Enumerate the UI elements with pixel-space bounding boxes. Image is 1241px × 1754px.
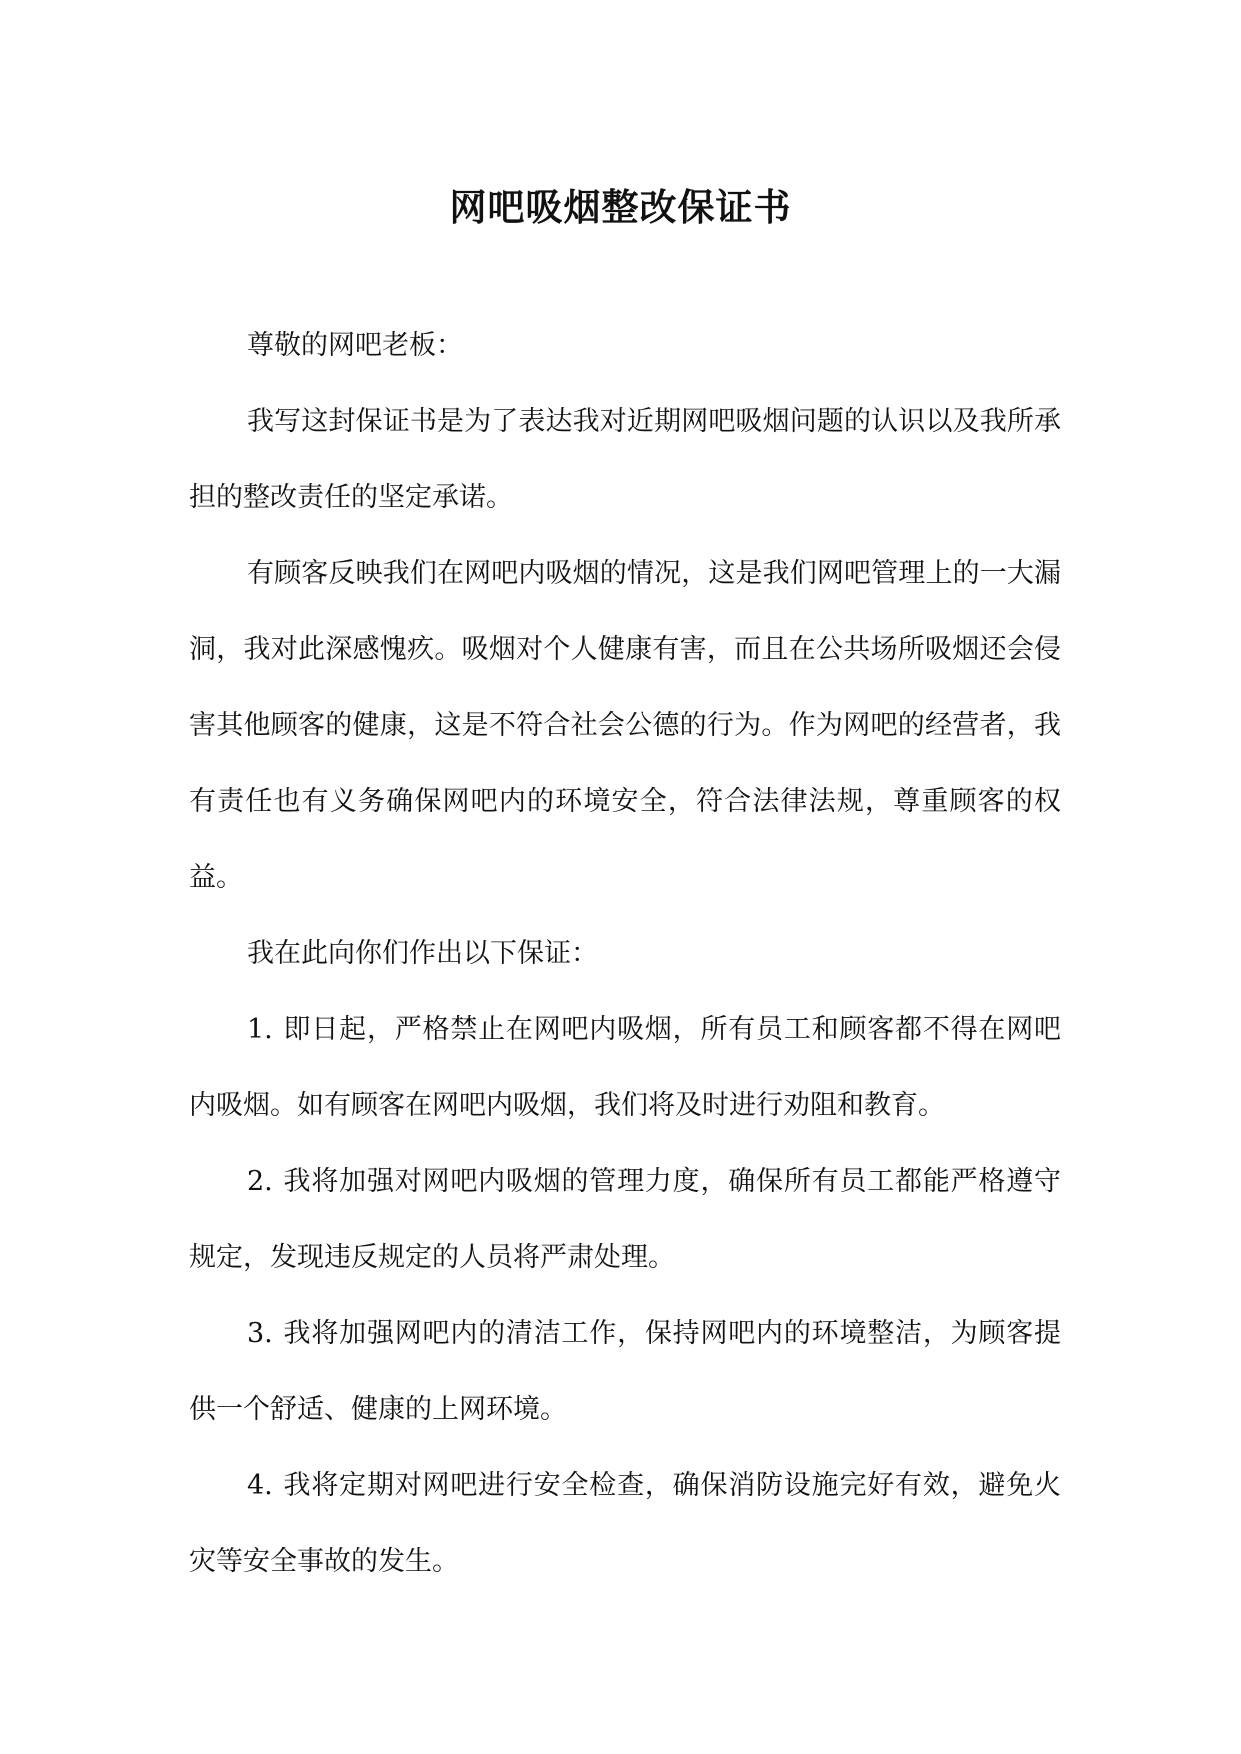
pledge-item-number: 2. [247,1166,273,1197]
pledge-item-text: 我将加强网吧内的清洁工作，保持网吧内的环境整洁，为顾客提供一个舒适、健康的上网环境。 [189,1318,1061,1425]
paragraph-problem: 有顾客反映我们在网吧内吸烟的情况，这是我们网吧管理上的一大漏洞，我对此深感愧疚。吸烟对个人健康有害，而且在公共场所吸烟还会侵害其他顾客的健康，这是不符合社会公德的行为。作为网吧的经营者，我有责任也有义务确保网吧内的环境安全，符合法律法规，尊重顾客的权益。 [189,558,1061,893]
pledge-item-text: 我将加强对网吧内吸烟的管理力度，确保所有员工都能严格遵守规定，发现违反规定的人员将严肃处理。 [189,1166,1061,1273]
pledge-item-number: 1. [247,1014,273,1045]
pledge-item [189,1448,1061,1600]
pledge-item-text: 即日起，严格禁止在网吧内吸烟，所有员工和顾客都不得在网吧内吸烟。如有顾客在网吧内吸烟，我们将及时进行劝阻和教育。 [189,1014,1061,1121]
document-title: 网吧吸烟整改保证书 [449,185,792,229]
paragraph-intro: 我写这封保证书是为了表达我对近期网吧吸烟问题的认识以及我所承担的整改责任的坚定承诺。 [189,406,1061,513]
pledge-item [189,1144,1061,1296]
pledge-item [189,1296,1061,1448]
salutation: 尊敬的网吧老板： [247,330,463,361]
paragraph-pledge-lead: 我在此向你们作出以下保证： [247,938,598,969]
pledge-item-number: 4. [247,1470,273,1501]
pledge-item-number: 3. [247,1318,273,1349]
pledge-item [189,992,1061,1144]
pledge-item-text: 我将定期对网吧进行安全检查，确保消防设施完好有效，避免火灾等安全事故的发生。 [189,1470,1061,1577]
document-body [189,308,1061,1600]
